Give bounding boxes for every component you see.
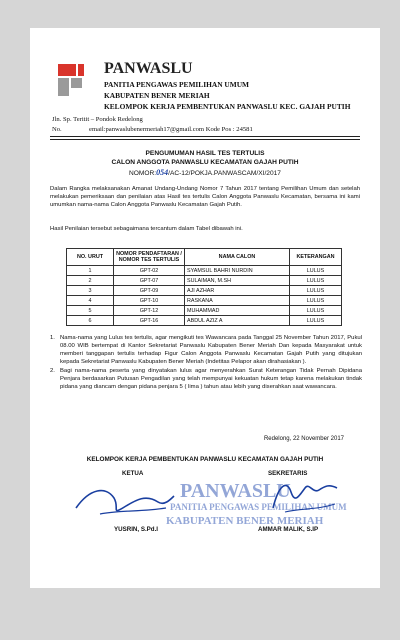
right-signer-role: SEKRETARIS [268, 470, 308, 477]
address-no-label: No. [52, 126, 62, 133]
right-signer-name: AMMAR MALIK, S.IP [258, 526, 319, 533]
row-name: SYAMSUL BAHRI NURDIN [185, 266, 290, 276]
note-number: 1. [50, 335, 55, 341]
note-text: Bagi nama-nama peserta yang dinyatakan lulus agar menyerahkan Surat Keterangan Tidak Pernah Dipidana Penjara berdasarkan Putusan Pengadilan yang telah mempunyai kekuatan hukum tetap karena melakukan tindak pidana yang diancam dengan pidana penjara 5 ( lima ) tahun atau lebih yang diserahkan saat wawancara. [60, 368, 362, 390]
table-body [67, 266, 342, 326]
row-registration: GPT-10 [114, 296, 185, 306]
row-name: AJI AZHAR [185, 286, 290, 296]
header-rule-thin [50, 139, 360, 140]
left-signer-name: YUSRIN, S.Pd.I [114, 526, 159, 533]
org-line-3: KELOMPOK KERJA PEMBENTUKAN PANWASLU KEC. GAJAH PUTIH [104, 102, 351, 111]
stamp-line-3: KABUPATEN BENER MERIAH [166, 515, 324, 527]
stamp-line-2: PANITIA PENGAWAS PEMILIHAN UMUM [170, 502, 347, 512]
row-status: LULUS [290, 266, 342, 276]
row-name: SULAIMAN, M.SH [185, 276, 290, 286]
table-row [67, 296, 342, 306]
table-row [67, 266, 342, 276]
announcement-number [30, 168, 380, 177]
header-name: NAMA CALON [185, 249, 290, 266]
row-registration: GPT-09 [114, 286, 185, 296]
row-status: LULUS [290, 306, 342, 316]
row-status: LULUS [290, 296, 342, 306]
org-line-2: KABUPATEN BENER MERIAH [104, 91, 210, 100]
row-number: 6 [67, 316, 114, 326]
row-registration: GPT-07 [114, 276, 185, 286]
nomor-handwritten: 054 [156, 168, 169, 177]
row-registration: GPT-02 [114, 266, 185, 276]
header-no: NO. URUT [67, 249, 114, 266]
announcement-subtitle: CALON ANGGOTA PANWASLU KECAMATAN GAJAH PUTIH [111, 159, 299, 166]
note-number: 2. [50, 368, 55, 374]
left-signature-icon [70, 480, 180, 525]
row-name: RASKANA [185, 296, 290, 306]
row-number: 3 [67, 286, 114, 296]
place-date: Redelong, 22 November 2017 [263, 436, 344, 442]
table-row [67, 276, 342, 286]
list-item [50, 334, 362, 366]
notes-list [50, 334, 362, 392]
note-text: Nama-nama yang Lulus tes tertulis, agar mengikuti tes Wawancara pada Tanggal 25 November Tahun 2017, Pukul 08.00 WIB bertempat di Kantor Sekretariat Panwaslu Kabupaten Bener Meriah Dan kepada Masyarakat untuk memberi tanggapan tertulis terhadap Figur Calon Anggota Panwaslu Kecamatan Gajah Putih yang ditujukan kepada Sekretariat Panwaslu Kabupaten Bener Meriah (Indetitas Pelapor akan dirahasiakan ). [60, 335, 362, 365]
row-name: MUHAMMAD [185, 306, 290, 316]
org-line-1: PANITIA PENGAWAS PEMILIHAN UMUM [104, 80, 250, 89]
address-line-2 [52, 126, 253, 133]
announcement-title: PENGUMUMAN HASIL TES TERTULIS [145, 150, 265, 157]
left-signer-role: KETUA [122, 470, 144, 477]
header-rule [50, 136, 360, 137]
header-status: KETERANGAN [290, 249, 342, 266]
org-name: PANWASLU [104, 60, 193, 77]
intro-paragraph-2: Hasil Penilaian tersebut sebagaimana tercantum dalam Tabel dibawah ini. [50, 226, 243, 232]
row-number: 5 [67, 306, 114, 316]
table-row [67, 316, 342, 326]
header-reg: NOMOR PENDAFTARAN / NOMOR TES TERTULIS [114, 249, 185, 266]
results-table [66, 248, 342, 326]
row-registration: GPT-12 [114, 306, 185, 316]
stamp-line-1: PANWASLU [180, 480, 291, 502]
row-number: 4 [67, 296, 114, 306]
right-signature-icon [265, 474, 345, 519]
table-row [67, 306, 342, 316]
nomor-prefix: NOMOR: [129, 170, 157, 177]
document-page [30, 28, 380, 588]
row-name: ABDUL AZIZ A [185, 316, 290, 326]
row-status: LULUS [290, 316, 342, 326]
list-item [50, 367, 362, 391]
row-number: 1 [67, 266, 114, 276]
row-status: LULUS [290, 286, 342, 296]
row-registration: GPT-16 [114, 316, 185, 326]
footer-heading: KELOMPOK KERJA PEMBENTUKAN PANWASLU KECAMATAN GAJAH PUTIH [86, 456, 324, 463]
address-line-1: Jln. Sp. Teritit – Pondok Redelong [52, 116, 143, 123]
row-number: 2 [67, 276, 114, 286]
address-email: email:panwaslubenermeriah17@gmail.com Kode Pos : 24581 [89, 126, 253, 133]
row-status: LULUS [290, 276, 342, 286]
panwaslu-logo-icon [52, 62, 88, 98]
table-header-row [67, 249, 342, 266]
table-row [67, 286, 342, 296]
nomor-suffix: /AC-12/POKJA.PANWASCAM/XI/2017 [168, 170, 281, 177]
intro-paragraph: Dalam Rangka melaksanakan Amanat Undang-Undang Nomor 7 Tahun 2017 tentang Pemilihan Umum dan setelah melakukan pemeriksaan dan penilaian atas Hasil tes tertulis Calon Anggota Panwaslu Kecamatan, bersama ini kami umumkan nama-nama Calon Anggota Panwaslu Kecamatan Gajah Putih. [50, 186, 360, 209]
